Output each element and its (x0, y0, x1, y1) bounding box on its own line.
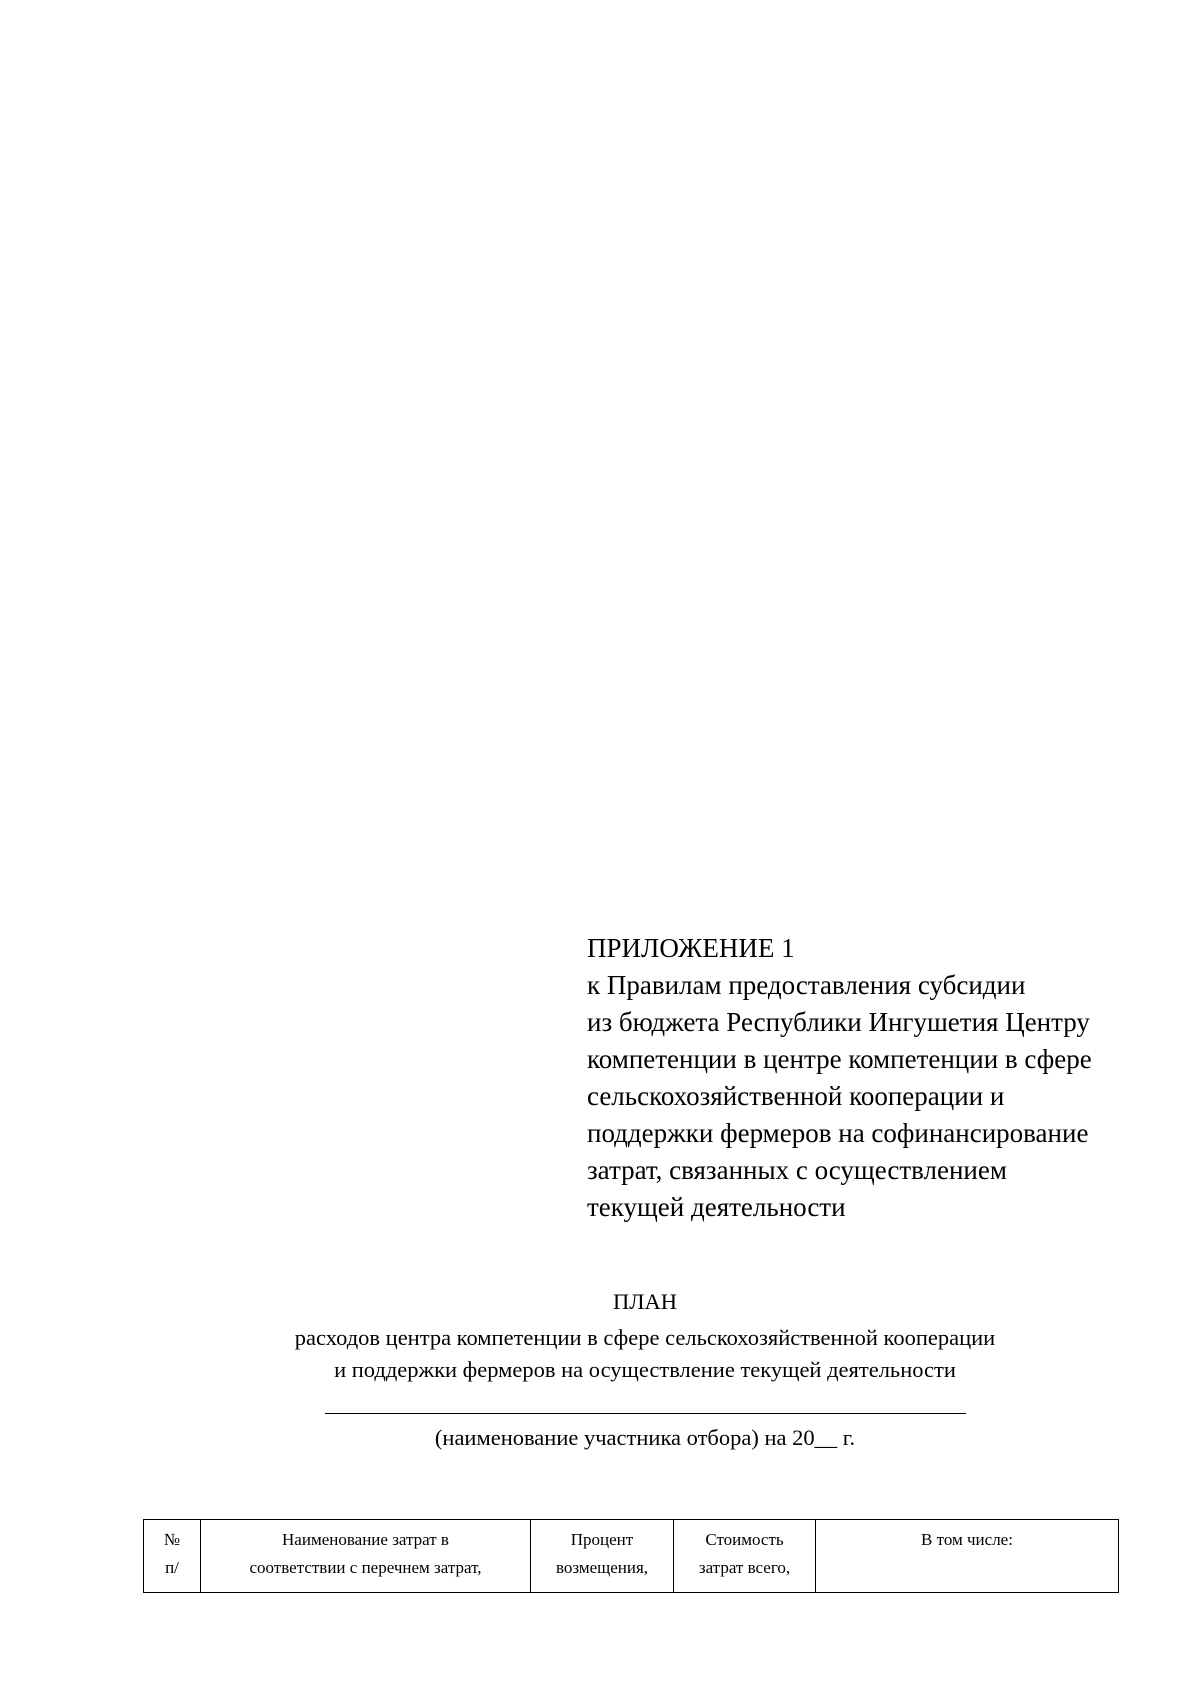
appendix-line: поддержки фермеров на софинансирование (587, 1118, 1089, 1148)
appendix-line: компетенции в центре компетенции в сфере (587, 1044, 1092, 1074)
header-total-line1: Стоимость (705, 1530, 784, 1549)
header-cost-name (201, 1520, 531, 1593)
header-number-line1: № (163, 1530, 181, 1549)
header-number (144, 1520, 201, 1593)
header-total-line2: затрат всего, (698, 1558, 791, 1577)
appendix-line: к Правилам предоставления субсидии (587, 970, 1026, 1000)
appendix-line: текущей деятельности (587, 1192, 846, 1222)
header-total-cost (674, 1520, 816, 1593)
plan-subtitle-line-1: расходов центра компетенции в сфере сельскохозяйственной кооперации (294, 1325, 996, 1350)
appendix-line: затрат, связанных с осуществлением (587, 1155, 1007, 1185)
header-percent-line1: Процент (570, 1530, 634, 1549)
header-percent-line2: возмещения, (555, 1558, 649, 1577)
participant-caption: (наименование участника отбора) на 20__ г. (434, 1425, 856, 1450)
appendix-heading (587, 930, 1147, 1226)
header-including-line1: В том числе: (921, 1530, 1013, 1549)
header-cost-name-line1: Наименование затрат в (282, 1530, 449, 1549)
table-header-row (144, 1520, 1119, 1593)
header-reimbursement-percent (531, 1520, 674, 1593)
appendix-line: сельскохозяйственной кооперации и (587, 1081, 1005, 1111)
appendix-title: ПРИЛОЖЕНИЕ 1 (587, 933, 795, 963)
appendix-line: из бюджета Республики Ингушетия Центру (587, 1007, 1090, 1037)
plan-subtitle-line-2: и поддержки фермеров на осуществление текущей деятельности (334, 1357, 956, 1382)
participant-name-blank-line (325, 1413, 966, 1414)
plan-title: ПЛАН (612, 1289, 677, 1314)
expense-plan-table (143, 1519, 1119, 1593)
header-including (816, 1520, 1119, 1593)
header-cost-name-line2: соответствии с перечнем затрат, (249, 1558, 482, 1577)
header-number-line2: п/ (165, 1558, 179, 1577)
